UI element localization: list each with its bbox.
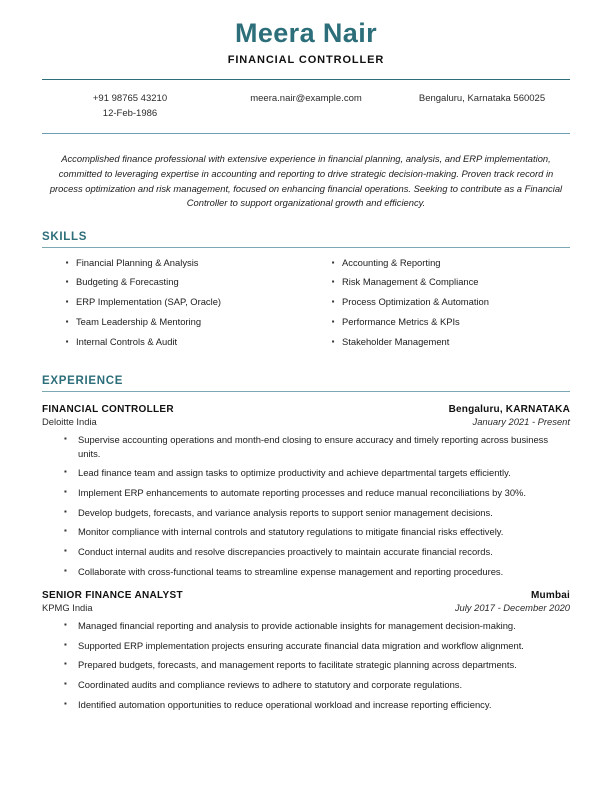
professional-summary: Accomplished finance professional with extensive experience in financial planning, analysis, and ERP implementation, committed to leveraging expertise in accounting and reporting to drive strategic decision-making. Proven track record in process optimization and risk management, focused on enhancing financial operations. Seeking to contribute as a Financial Controller to support organizational growth and efficiency. [49, 153, 563, 209]
job-responsibilities [42, 433, 570, 578]
experience-section-divider [42, 391, 570, 392]
bullet-icon: ▪ [65, 316, 69, 326]
contact-left-column [42, 92, 218, 121]
job-subheader-row [42, 602, 570, 613]
bullet-icon: ▪ [331, 257, 335, 267]
job-location: Mumbai [531, 590, 570, 602]
list-item [42, 296, 306, 309]
list-item [306, 257, 570, 270]
responsibility-text: Develop budgets, forecasts, and variance analysis reports to support senior management decisions. [78, 506, 493, 518]
bullet-icon: ▪ [64, 467, 67, 477]
skill-label: Process Optimization & Automation [342, 296, 489, 308]
skill-label: Stakeholder Management [342, 335, 450, 347]
skills-column-right [306, 257, 570, 355]
job-header-row [42, 404, 570, 415]
candidate-name: Meera Nair [234, 18, 378, 48]
job-dates: July 2017 - December 2020 [454, 602, 570, 614]
bullet-icon: ▪ [331, 277, 335, 287]
bullet-icon: ▪ [64, 659, 67, 669]
skills-columns [42, 257, 570, 355]
list-item [306, 316, 570, 329]
responsibility-text: Monitor compliance with internal controls and statutory regulations to mitigate financial risks effectively. [78, 526, 504, 538]
bullet-icon: ▪ [65, 257, 69, 267]
bullet-icon: ▪ [64, 639, 67, 649]
responsibility-text: Supported ERP implementation projects ensuring accurate financial data migration and workflow alignment. [78, 639, 524, 651]
bullet-icon: ▪ [65, 277, 69, 287]
list-item [306, 296, 570, 309]
contact-row [42, 80, 570, 121]
bullet-icon: ▪ [64, 698, 67, 708]
job-company: KPMG India [42, 602, 93, 614]
job-responsibilities [42, 619, 570, 711]
contact-phone[interactable]: +91 98765 43210 [92, 93, 168, 105]
contact-divider [42, 133, 570, 134]
responsibility-text: Implement ERP enhancements to automate reporting processes and reduce manual reconciliations by 30%. [78, 487, 526, 499]
job-title: FINANCIAL CONTROLLER [42, 404, 174, 416]
bullet-icon: ▪ [64, 620, 67, 630]
list-item [42, 486, 570, 500]
skill-label: Team Leadership & Mentoring [76, 315, 202, 327]
experience-section-title: EXPERIENCE [42, 375, 124, 388]
skills-section [42, 231, 570, 355]
responsibility-text: Prepared budgets, forecasts, and management reports to facilitate strategic planning across departments. [78, 659, 517, 671]
skills-section-title: SKILLS [42, 230, 88, 243]
contact-location: Bengaluru, Karnataka 560025 [418, 93, 546, 105]
skill-label: Internal Controls & Audit [76, 335, 178, 347]
list-item [42, 433, 570, 460]
responsibility-text: Supervise accounting operations and month-end closing to ensure accuracy and timely reporting across business units. [78, 434, 549, 459]
contact-email[interactable]: meera.nair@example.com [250, 93, 362, 105]
job-dates: January 2021 - Present [472, 416, 570, 428]
experience-entry [42, 590, 570, 711]
bullet-icon: ▪ [64, 487, 67, 497]
contact-middle-column [218, 92, 394, 107]
skill-label: Budgeting & Forecasting [76, 276, 179, 288]
job-subheader-row [42, 416, 570, 427]
skill-label: ERP Implementation (SAP, Oracle) [76, 296, 222, 308]
job-header-row [42, 590, 570, 601]
list-item [306, 276, 570, 289]
candidate-job-title: FINANCIAL CONTROLLER [227, 54, 385, 67]
bullet-icon: ▪ [64, 545, 67, 555]
list-item [42, 639, 570, 653]
list-item [42, 545, 570, 559]
bullet-icon: ▪ [64, 506, 67, 516]
responsibility-text: Managed financial reporting and analysis to provide actionable insights for management decision-making. [78, 620, 516, 632]
bullet-icon: ▪ [331, 297, 335, 307]
list-item [42, 257, 306, 270]
bullet-icon: ▪ [331, 316, 335, 326]
contact-right-column [394, 92, 570, 107]
job-company: Deloitte India [42, 416, 97, 428]
list-item [42, 316, 306, 329]
list-item [42, 525, 570, 539]
list-item [42, 698, 570, 712]
bullet-icon: ▪ [65, 297, 69, 307]
job-location: Bengaluru, KARNATAKA [448, 404, 570, 416]
list-item [42, 466, 570, 480]
job-title: SENIOR FINANCE ANALYST [42, 590, 183, 602]
responsibility-text: Identified automation opportunities to reduce operational workload and increase reporting efficiency. [78, 698, 492, 710]
skill-label: Accounting & Reporting [342, 256, 441, 268]
list-item [306, 336, 570, 349]
list-item [42, 658, 570, 672]
responsibility-text: Conduct internal audits and resolve discrepancies proactively to maintain accurate financial records. [78, 545, 493, 557]
skill-label: Financial Planning & Analysis [76, 256, 199, 268]
experience-section [42, 375, 570, 711]
list-item [42, 619, 570, 633]
skill-label: Performance Metrics & KPIs [342, 315, 460, 327]
list-item [42, 336, 306, 349]
contact-date-of-birth: 12-Feb-1986 [102, 107, 158, 119]
list-item [42, 678, 570, 692]
responsibility-text: Collaborate with cross-functional teams to streamline expense management and reporting procedures. [78, 565, 504, 577]
bullet-icon: ▪ [64, 565, 67, 575]
skills-column-left [42, 257, 306, 355]
resume-header [42, 0, 570, 66]
skill-label: Risk Management & Compliance [342, 276, 479, 288]
list-item [42, 506, 570, 520]
list-item [42, 565, 570, 579]
bullet-icon: ▪ [65, 336, 69, 346]
skills-section-divider [42, 247, 570, 248]
list-item [42, 276, 306, 289]
responsibility-text: Coordinated audits and compliance reviews to adhere to statutory and corporate regulations. [78, 679, 463, 691]
bullet-icon: ▪ [64, 679, 67, 689]
bullet-icon: ▪ [64, 526, 67, 536]
bullet-icon: ▪ [64, 434, 67, 444]
experience-entry [42, 404, 570, 578]
bullet-icon: ▪ [331, 336, 335, 346]
responsibility-text: Lead finance team and assign tasks to optimize productivity and achieve departmental targets efficiently. [78, 467, 511, 479]
